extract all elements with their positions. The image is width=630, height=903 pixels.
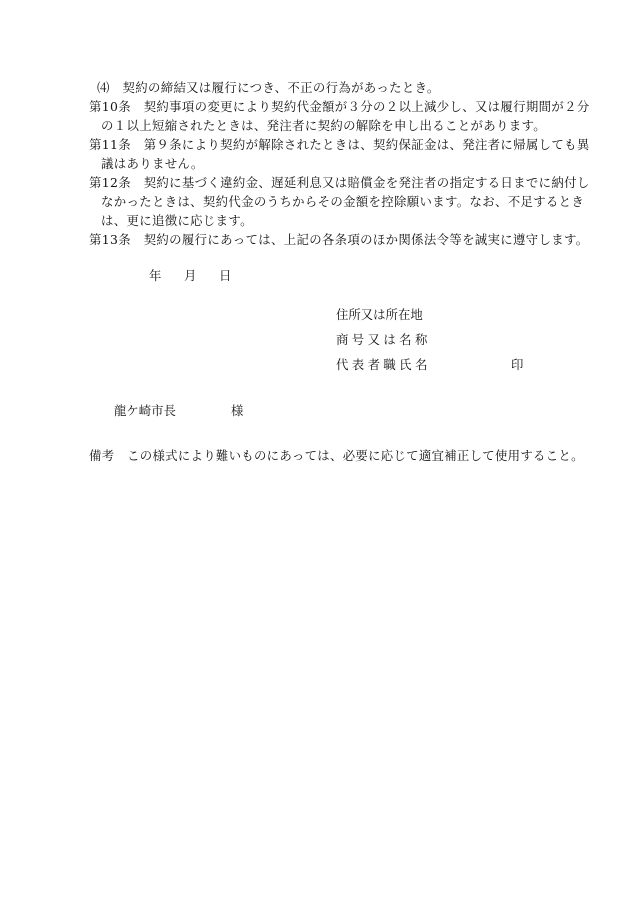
addressee-honorific: 様 — [231, 403, 244, 418]
clause-article-11-line-2: 議はありません。 — [101, 156, 204, 171]
address-label: 住所又は所在地 — [336, 307, 423, 322]
addressee-name: 龍ケ崎市長 — [114, 403, 176, 418]
clause-article-12-line-1: 第12条 契約に基づく違約金、遅延利息又は賠償金を発注者の指定する日までに納付し — [89, 175, 590, 190]
clause-article-11-line-1: 第11条 第９条により契約が解除されたときは、契約保証金は、発注者に帰属しても異 — [89, 137, 590, 152]
date-day-label: 日 — [219, 268, 232, 283]
clause-item-4: ⑷ 契約の締結又は履行につき、不正の行為があったとき。 — [97, 80, 440, 95]
remarks-note: 備考 この様式により難いものにあっては、必要に応じて適宜補正して使用すること。 — [89, 448, 584, 463]
seal-mark: 印 — [511, 357, 524, 372]
clause-article-12-line-3: は、更に追徴に応じます。 — [101, 213, 253, 228]
clause-article-12-line-2: なかったときは、契約代金のうちからその金額を控除願います。なお、不足するとき — [101, 194, 585, 209]
company-name-label: 商号又は名称 — [336, 332, 431, 347]
contract-clauses — [89, 78, 590, 249]
date-year-label: 年 — [149, 268, 162, 283]
clause-article-10-line-2: の１以上短縮されたときは、発注者に契約の解除を申し出ることがあります。 — [101, 118, 546, 133]
clause-article-10-line-1: 第10条 契約事項の変更により契約代金額が３分の２以上減少し、又は履行期間が２分 — [89, 99, 590, 114]
clause-article-13-line-1: 第13条 契約の履行にあっては、上記の各条項のほか関係法令等を誠実に遵守します。 — [89, 232, 589, 247]
representative-label: 代表者職氏名 — [336, 357, 431, 372]
date-month-label: 月 — [184, 268, 197, 283]
